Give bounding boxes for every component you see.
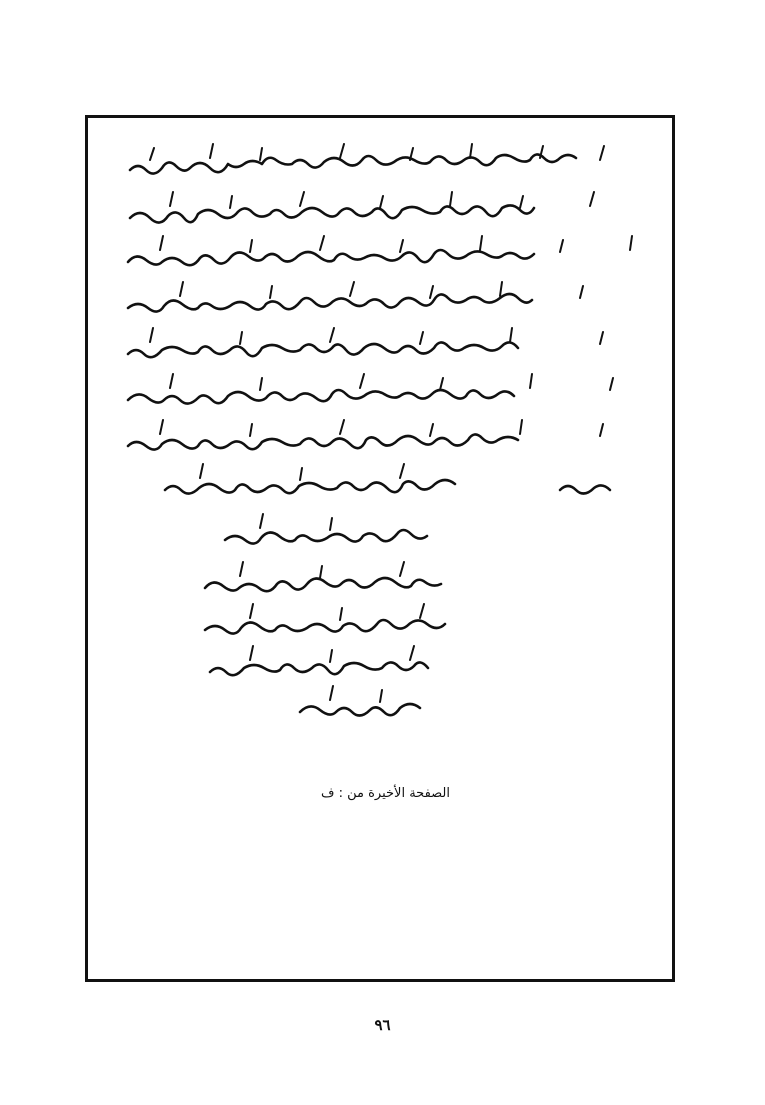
handwritten-line-8 [165,480,455,494]
handwritten-line-10 [205,578,441,591]
handwritten-line-5 [128,342,518,357]
handwritten-line-13 [300,704,420,716]
handwritten-line-2 [130,205,534,222]
handwritten-line-1 [130,154,576,173]
handwritten-line-3 [128,250,534,265]
handwritten-line-9 [225,530,427,544]
handwritten-line-7 [128,434,518,449]
handwritten-line-4 [128,294,532,312]
handwritten-line-12 [210,662,428,675]
page-number: ٩٦ [374,1016,391,1034]
handwritten-lines [128,144,632,716]
page-caption: الصفحة الأخيرة من : ف [321,786,450,801]
handwritten-line-6 [128,390,514,404]
handwritten-line-11 [205,620,445,634]
